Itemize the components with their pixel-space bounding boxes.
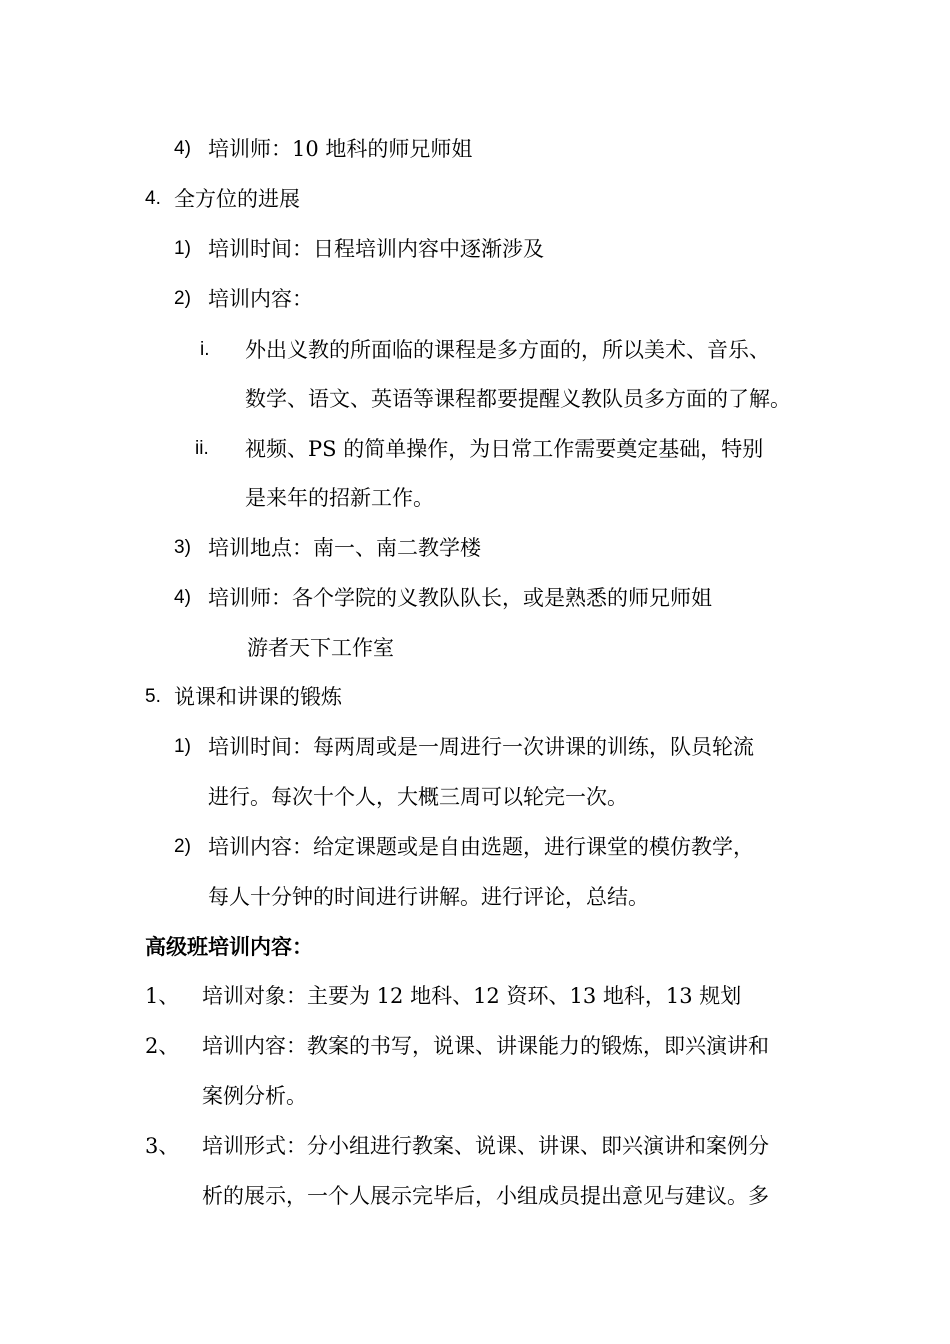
advanced-marker: 1、 bbox=[145, 984, 180, 1008]
list-marker: 1) bbox=[174, 736, 191, 757]
list-marker: 3) bbox=[174, 537, 191, 558]
section-title: 说课和讲课的锻炼 bbox=[174, 685, 342, 709]
sublist-marker: i. bbox=[200, 339, 210, 360]
list-item-text: 培训师：10 地科的师兄师姐 bbox=[208, 137, 473, 161]
advanced-item-text: 培训形式：分小组进行教案、说课、讲课、即兴演讲和案例分 bbox=[202, 1134, 769, 1158]
advanced-marker: 3、 bbox=[145, 1134, 180, 1158]
list-item-text: 培训地点：南一、南二教学楼 bbox=[208, 536, 481, 560]
list-item-text: 培训师：各个学院的义教队队长，或是熟悉的师兄师姐 bbox=[208, 586, 712, 610]
list-item-continuation: 游者天下工作室 bbox=[247, 636, 394, 660]
advanced-item-continuation: 析的展示，一个人展示完毕后，小组成员提出意见与建议。多 bbox=[202, 1184, 769, 1208]
list-item-text: 培训时间：每两周或是一周进行一次讲课的训练，队员轮流 bbox=[208, 735, 754, 759]
advanced-item-text: 培训内容：教案的书写，说课、讲课能力的锻炼，即兴演讲和 bbox=[202, 1034, 769, 1058]
list-marker: 4) bbox=[174, 138, 191, 159]
list-item-text: 培训内容：给定课题或是自由选题，进行课堂的模仿教学， bbox=[208, 835, 754, 859]
sublist-item-text: 外出义教的所面临的课程是多方面的，所以美术、音乐、 bbox=[245, 338, 770, 362]
sublist-item-continuation: 数学、语文、英语等课程都要提醒义教队员多方面的了解。 bbox=[245, 387, 791, 411]
list-marker: 4) bbox=[174, 587, 191, 608]
list-marker: 1) bbox=[174, 238, 191, 259]
list-marker: 2) bbox=[174, 288, 191, 309]
advanced-item-text: 培训对象：主要为 12 地科、12 资环、13 地科，13 规划 bbox=[202, 984, 742, 1008]
sublist-item-continuation: 是来年的招新工作。 bbox=[245, 486, 434, 510]
advanced-marker: 2、 bbox=[145, 1034, 180, 1058]
section-title: 全方位的进展 bbox=[174, 187, 300, 211]
advanced-item-continuation: 案例分析。 bbox=[202, 1084, 307, 1108]
sublist-item-text: 视频、PS 的简单操作，为日常工作需要奠定基础，特别 bbox=[245, 437, 764, 461]
section-heading: 高级班培训内容： bbox=[145, 934, 313, 959]
section-marker: 4. bbox=[145, 188, 161, 209]
section-marker: 5. bbox=[145, 686, 161, 707]
sublist-marker: ii. bbox=[195, 438, 209, 459]
list-item-text: 培训时间：日程培训内容中逐渐涉及 bbox=[208, 237, 544, 261]
list-item-text: 培训内容： bbox=[208, 287, 313, 311]
list-item-continuation: 每人十分钟的时间进行讲解。进行评论，总结。 bbox=[208, 885, 649, 909]
list-marker: 2) bbox=[174, 836, 191, 857]
list-item-continuation: 进行。每次十个人，大概三周可以轮完一次。 bbox=[208, 785, 628, 809]
